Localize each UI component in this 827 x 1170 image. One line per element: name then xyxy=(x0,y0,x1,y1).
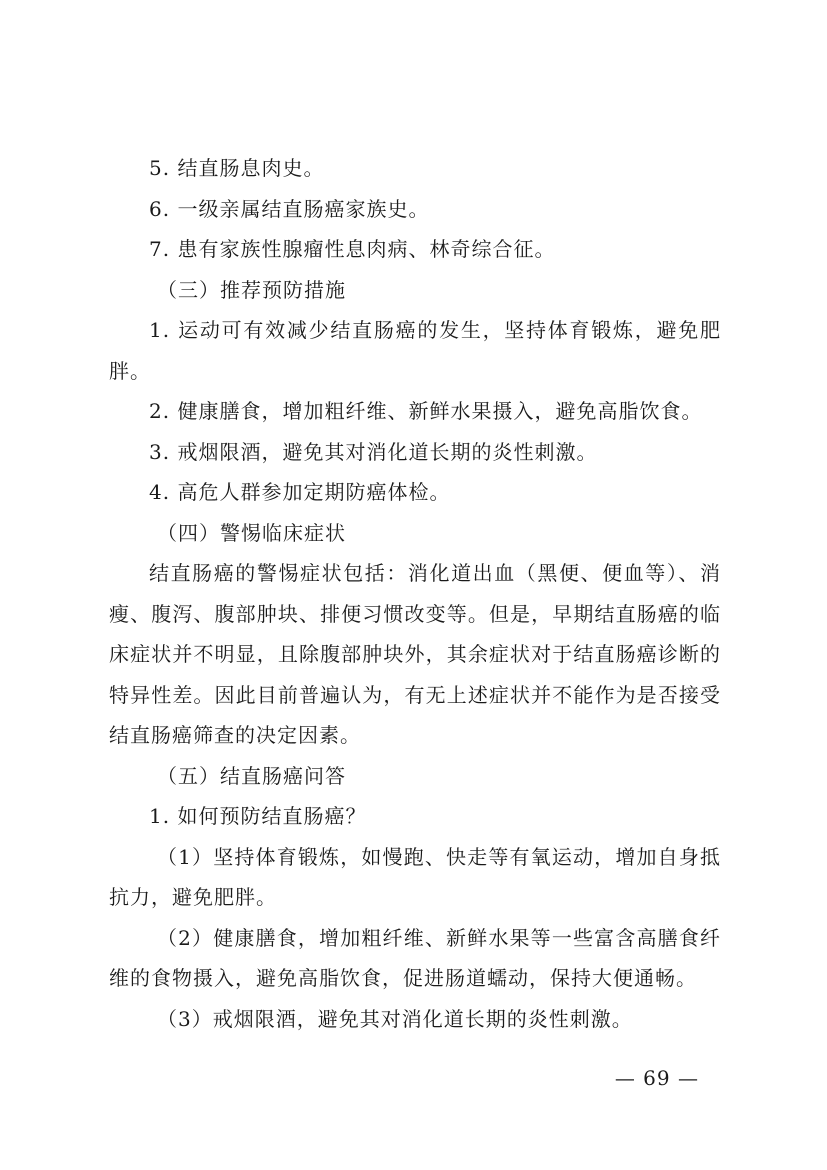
answer-item: （3）戒烟限酒，避免其对消化道长期的炎性刺激。 xyxy=(157,1006,633,1031)
answer-item: （1）坚持体育锻炼，如慢跑、快走等有氧运动，增加自身抵抗力，避免肥胖。 xyxy=(109,844,721,909)
page-number: — 69 — xyxy=(614,1066,699,1090)
list-item: 3. 戒烟限酒，避免其对消化道长期的炎性刺激。 xyxy=(149,439,598,464)
list-item: 2. 健康膳食，增加粗纤维、新鲜水果摄入，避免高脂饮食。 xyxy=(149,399,703,423)
list-item: 5. 结直肠息肉史。 xyxy=(149,156,325,180)
list-item: 4. 高危人群参加定期防癌体检。 xyxy=(149,480,451,504)
question-heading: 1. 如何预防结直肠癌？ xyxy=(149,804,367,828)
section-heading: （三）推荐预防措施 xyxy=(157,277,346,302)
answer-item: （2）健康膳食，增加粗纤维、新鲜水果等一些富含高膳食纤维的食物摄入，避免高脂饮食，促进肠道蠕动，保持大便通畅。 xyxy=(109,925,721,990)
body-text xyxy=(109,148,721,1039)
list-item: 1. 运动可有效减少结直肠癌的发生，坚持体育锻炼，避免肥胖。 xyxy=(109,318,721,383)
list-item: 7. 患有家族性腺瘤性息肉病、林奇综合征。 xyxy=(149,237,556,261)
section-heading: （四）警惕临床症状 xyxy=(157,520,346,545)
body-paragraph: 结直肠癌的警惕症状包括：消化道出血（黑便、便血等）、消瘦、腹泻、腹部肿块、排便习惯改变等。但是，早期结直肠癌的临床症状并不明显，且除腹部肿块外，其余症状对于结直肠癌诊断的特异性差。因此目前普遍认为，有无上述症状并不能作为是否接受结直肠癌筛查的决定因素。 xyxy=(109,561,721,747)
list-item: 6. 一级亲属结直肠癌家族史。 xyxy=(149,196,430,221)
section-heading: （五）结直肠癌问答 xyxy=(157,763,346,788)
